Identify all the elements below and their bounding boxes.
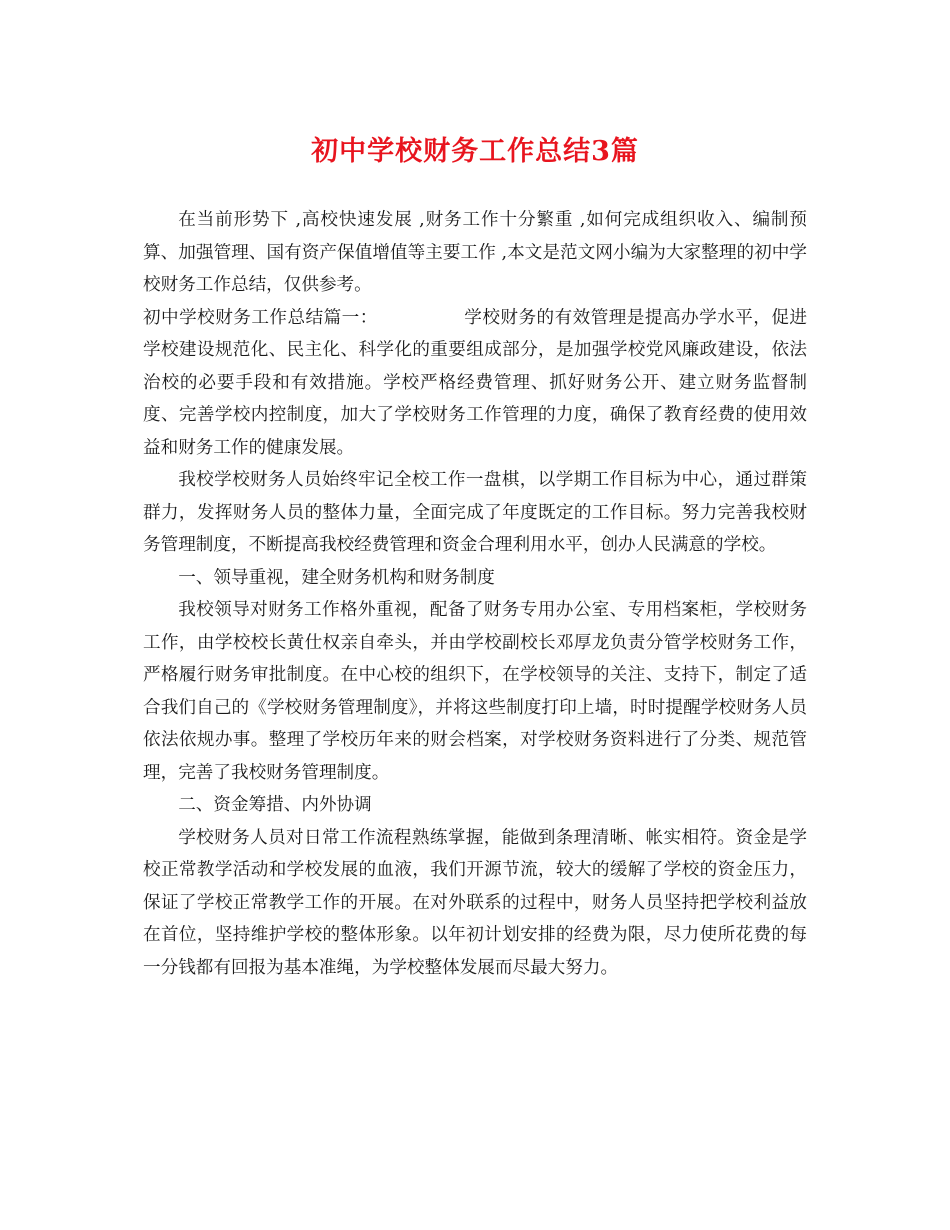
document-body: [143, 204, 807, 984]
body-paragraph: 学校财务人员对日常工作流程熟练掌握，能做到条理清晰、帐实相符。资金是学校正常教学活动和学校发展的血液，我们开源节流，较大的缓解了学校的资金压力，保证了学校正常教学工作的开展。在对外联系的过程中，财务人员坚持把学校利益放在首位，坚持维护学校的整体形象。以年初计划安排的经费为限，尽力使所花费的每一分钱都有回报为基本准绳，为学校整体发展而尽最大努力。: [143, 827, 807, 978]
section-label: 初中学校财务工作总结篇一：: [143, 307, 378, 328]
section-paragraph: [143, 302, 807, 465]
heading-funding: 二、资金筹措、内外协调: [178, 795, 372, 815]
body-paragraph: 我校领导对财务工作格外重视，配备了财务专用办公室、专用档案柜，学校财务工作，由学校校长黄仕权亲自牵头，并由学校副校长邓厚龙负责分管学校财务工作，严格履行财务审批制度。在中心校的组织下，在学校领导的关注、支持下，制定了适合我们自己的《学校财务管理制度》，并将这些制度打印上墙，时时提醒学校财务人员依法依规办事。整理了学校历年来的财会档案，对学校财务资料进行了分类、规范管理，完善了我校财务管理制度。: [143, 600, 807, 783]
document-title: 初中学校财务工作总结3篇: [311, 136, 639, 167]
body-paragraph: 我校学校财务人员始终牢记全校工作一盘棋，以学期工作目标为中心，通过群策群力，发挥财务人员的整体力量，全面完成了年度既定的工作目标。努力完善我校财务管理制度，不断提高我校经费管理和资金合理利用水平，创办人民满意的学校。: [143, 470, 807, 555]
section-lead: 学校财务的有效管理是提高办学水平，促进学校建设规范化、民主化、科学化的重要组成部分，是加强学校党风廉政建设，依法治校的必要手段和有效措施。学校严格经费管理、抓好财务公开、建立财务监督制度、完善学校内控制度，加大了学校财务工作管理的力度，确保了教育经费的使用效益和财务工作的健康发展。: [143, 307, 807, 458]
intro-paragraph: 在当前形势下 ,高校快速发展 ,财务工作十分繁重 ,如何完成组织收入、编制预算、加强管理、国有资产保值增值等主要工作 ,本文是范文网小编为大家整理的初中学校财务工作总结，仅供参考。: [143, 210, 807, 295]
heading-leadership: 一、领导重视，建全财务机构和财务制度: [178, 567, 495, 588]
